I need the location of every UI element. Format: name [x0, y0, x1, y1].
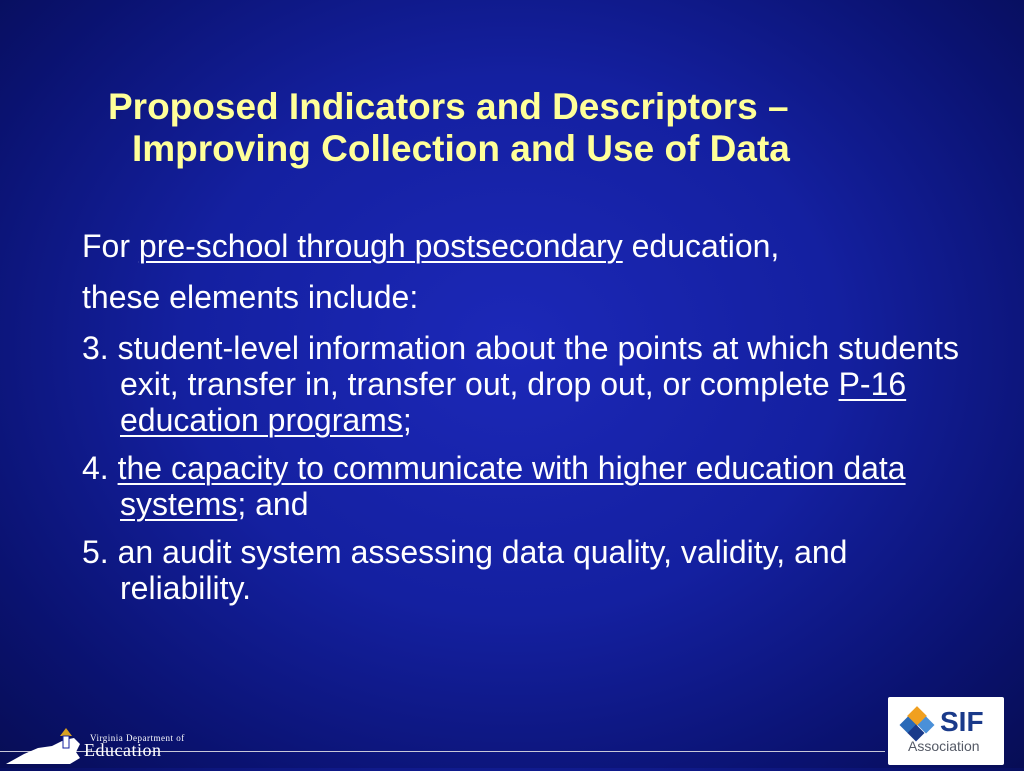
- vdoe-department-text: Virginia Department of: [90, 733, 185, 743]
- item-text: 5. an audit system assessing data quality, validity, and reliability.: [82, 534, 848, 606]
- sif-logo-text: SIF: [940, 706, 984, 737]
- item-underlined-term: P-16 education programs: [120, 366, 907, 438]
- slide-title: [108, 86, 988, 170]
- list-item: [82, 450, 982, 522]
- item-underlined-term: the capacity to communicate with higher education data systems: [117, 450, 906, 522]
- item-text-after: ;: [402, 402, 412, 438]
- intro-paragraph: [82, 228, 982, 264]
- sif-association-logo: [888, 697, 1004, 765]
- list-item: [82, 330, 982, 438]
- vdoe-education-text: Education: [84, 740, 162, 760]
- intro-suffix: education,: [622, 228, 780, 264]
- intro-line-2: these elements include:: [82, 279, 419, 315]
- item-text-after: ; and: [237, 486, 309, 522]
- slide-body: [82, 228, 982, 618]
- item-text: 3. student-level information about the points at which students exit, transfer in, transfer out, drop out, or complete: [82, 330, 959, 402]
- intro-prefix: For: [82, 228, 139, 264]
- item-text: 4.: [82, 450, 118, 486]
- vdoe-logo: [4, 726, 214, 766]
- list-item: [82, 534, 982, 606]
- title-line-1: Proposed Indicators and Descriptors –: [108, 86, 789, 127]
- sif-association-text: Association: [908, 738, 980, 754]
- virginia-state-icon: [4, 726, 84, 766]
- intro-underlined-term: pre-school through postsecondary: [138, 228, 623, 264]
- title-line-2: Improving Collection and Use of Data: [132, 128, 790, 169]
